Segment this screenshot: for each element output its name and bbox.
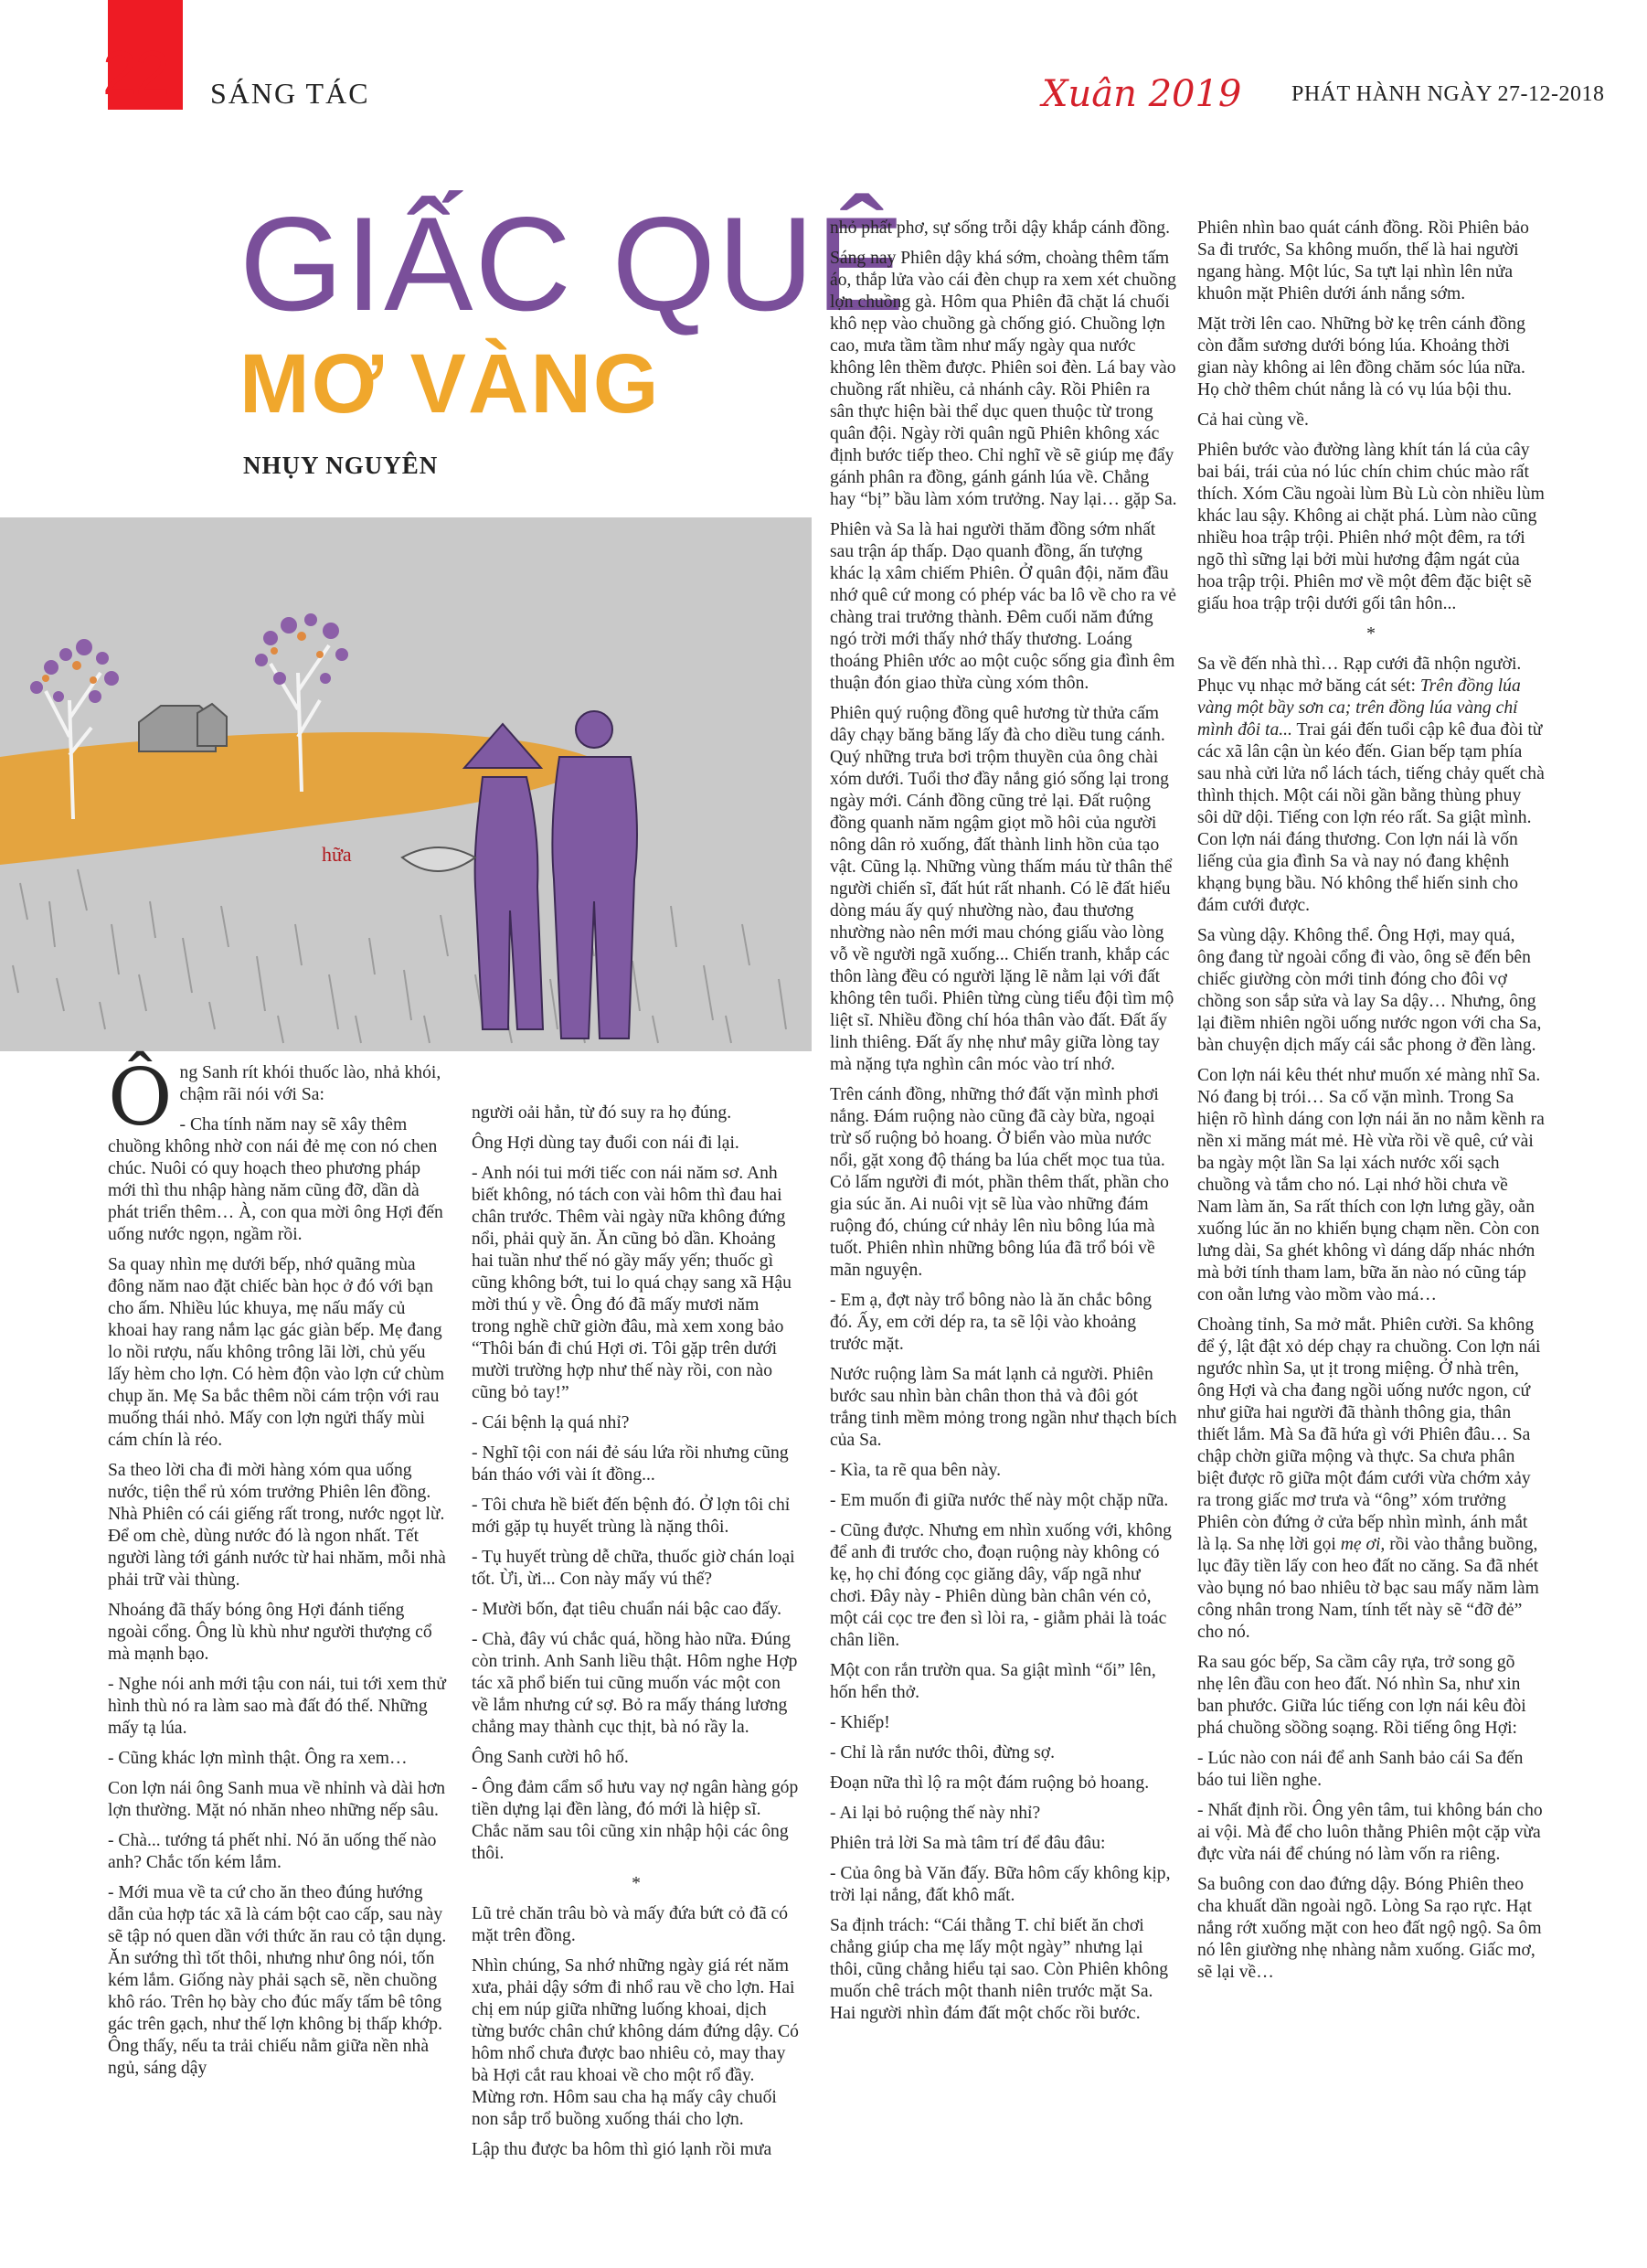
paragraph: - Cha tính năm nay sẽ xây thêm chuồng không nhờ con nái đẻ mẹ con nó chen chúc. Nuôi có quy hoạch theo phương pháp mới thì thu nhập hàng năm cũng đỡ, dần dà phát triển thêm… À, con qua mời ông Hợi đến uống nước ngọn, ngầm rồi. xyxy=(108,1115,443,1244)
drop-cap: Ô xyxy=(108,1052,173,1144)
paragraph: nhỏ phất phơ, sự sống trỗi dậy khắp cánh đồng. xyxy=(830,218,1170,238)
paragraph xyxy=(1197,1315,1545,1644)
paragraph: - Tụ huyết trùng dễ chữa, thuốc giờ chán loại tốt. Ừi, ừi... Con này mấy vú thế? xyxy=(472,1548,795,1589)
paragraph: - Của ông bà Văn đấy. Bữa hôm cấy không kịp, trời lại nắng, đất khô mất. xyxy=(830,1864,1171,1905)
paragraph: - Ông đảm cẩm sổ hưu vay nợ ngân hàng góp tiền dựng lại đền làng, đó mới là hiệp sĩ. Chắc năm sau tôi cũng xin nhập hội các ông thôi. xyxy=(472,1778,799,1863)
section-separator: * xyxy=(1366,624,1376,644)
paragraph: Cả hai cùng về. xyxy=(1197,410,1309,430)
paragraph: Đoạn nữa thì lộ ra một đám ruộng bỏ hoang. xyxy=(830,1773,1150,1793)
paragraph: ng Sanh rít khói thuốc lào, nhả khói, chậm rãi nói với Sa: xyxy=(179,1063,441,1104)
article-title-line1: GIẤC QUÊ xyxy=(239,189,907,338)
paragraph: Một con rắn trườn qua. Sa giật mình “ối” lên, hốn hển thở. xyxy=(830,1661,1156,1702)
article-title-line2: MƠ VÀNG xyxy=(239,337,661,431)
section-label: SÁNG TÁC xyxy=(210,77,370,110)
quoted-call: mẹ ơi, xyxy=(1340,1535,1386,1554)
paragraph: Nước ruộng làm Sa mát lạnh cả người. Phiên bước sau nhìn bàn chân thon thả và đôi gót trắng tinh mềm mỏng trong ngần như thạch bích của Sa. xyxy=(830,1365,1177,1450)
section-separator: * xyxy=(632,1874,641,1893)
paragraph: Lũ trẻ chăn trâu bò và mấy đứa bứt cỏ đã có mặt trên đồng. xyxy=(472,1904,789,1945)
paragraph: Phiên nhìn bao quát cánh đồng. Rồi Phiên bảo Sa đi trước, Sa không muốn, thế là hai người ngang hàng. Một lúc, Sa tựt lại nhìn lên nửa khuôn mặt Phiên dưới ánh nắng sớm. xyxy=(1197,218,1529,303)
paragraph: Sa quay nhìn mẹ dưới bếp, nhớ quãng mùa đông năm nao đặt chiếc bàn học ở đó với bạn cho ấm. Nhiều lúc khuya, mẹ nấu mấy củ khoai hay rang nắm lạc gác giàn bếp. Mẹ đang lo nồi rượu, nấu không trông lãi lời, chủ yếu lấy hèm cho lợn. Có hèm độn vào lợn cứ chùm chụp ăn. Mẹ Sa bắc thêm nồi cám trộn với rau muống thái nhỏ. Mấy con lợn ngửi thấy mùi cám chín là réo. xyxy=(108,1255,445,1450)
paragraph: - Em ạ, đợt này trổ bông nào là ăn chắc bông đó. Ấy, em cởi dép ra, ta sẽ lội vào khoảng trước mặt. xyxy=(830,1291,1153,1354)
paragraph: Phiên quý ruộng đồng quê hương từ thửa cấm dây chạy băng băng lấy đà cho diều tung cánh. Quý những trưa bơi trộm thuyền của ông chài xóm dưới. Tuổi thơ đầy nắng gió sống lại trong ngày mới. Cánh đồng cũng trẻ lại. Đất ruộng đồng quanh năm ngậm giọt mồ hôi của người nông dân rỏ xuống, đất thành linh hồn của tạo vật. Cũng lạ. Những vùng thấm máu từ thân thể người chiến sĩ, đất hút rất nhanh. Có lẽ đất hiểu dòng máu ấy quý nhường nào, đau thương nhường nào nên mới mau chóng giấu vào lòng vỗ về người ngã xuống... Chiến tranh, khắp các thôn làng đều có người lặng lẽ nằm lại với đất không tên tuổi. Phiên từng cùng tiểu đội tìm mộ liệt sĩ. Nhiều đồng chí hóa thân vào đất. Đất ấy linh thiêng. Đất ấy nhẹ như mây giữa lòng tay mà nặng tựa nghìn cân móc vào trí nhớ. xyxy=(830,704,1174,1074)
paragraph: Ông Hợi dùng tay đuổi con nái đi lại. xyxy=(472,1134,739,1153)
paragraph: Con lợn nái ông Sanh mua về nhỉnh và dài hơn lợn thường. Mặt nó nhăn nheo những nếp sâu. xyxy=(108,1779,446,1820)
edition-label: Xuân 2019 xyxy=(1042,73,1242,115)
paragraph: - Cũng được. Nhưng em nhìn xuống với, không để anh đi trước cho, đoạn ruộng này không có kẹ, họ chỉ đóng cọc giăng dây, vấp ngã như chơi. Đây này - Phiên dùng bàn chân vén cỏ, một cái cọc tre đen sì lòi ra, - giằm phải là toác chân liền. xyxy=(830,1521,1172,1650)
paragraph-text: Trai gái đến tuổi cập kê đua đòi từ các xã lân cận ùn kéo đến. Gian bếp tạm phía sau nhà cửi lửa nổ lách tách, tiếng chảy quết chà thình thịch. Một cái nồi gần bằng thùng phuy sôi dữ dội. Tiếng con lợn réo rất. Sa giật mình. Con lợn nái đáng thương. Con lợn nái là vốn liếng của gia đình Sa và nay nó đang khệnh khạng bụng bầu. Nó không thể hiến sinh cho đám cưới được. xyxy=(1197,720,1545,915)
paragraph: - Nghe nói anh mới tậu con nái, tui tới xem thử hình thù nó ra làm sao mà đất đó thế. Những mấy tạ lúa. xyxy=(108,1675,446,1738)
paragraph: Sa buông con dao đứng dậy. Bóng Phiên theo cha khuất dần ngoài ngõ. Lòng Sa rạo rực. Hạt nắng rớt xuống mặt con heo đất ngộ ngộ. Sa ôm nó lên giường nhẹ nhàng nằm xuống. Giấc mơ, sẽ lại về… xyxy=(1197,1875,1542,1982)
paragraph: Phiên và Sa là hai người thăm đồng sớm nhất sau trận áp thấp. Dạo quanh đồng, ấn tượng khác lạ xâm chiếm Phiên. Ở quân đội, năm đầu nhớ quê cứ mong có phép vác ba lô về cho ra vẻ chàng trai trưởng thành. Đêm cuối năm đứng ngó trời mới thấy nhớ thấy thương. Loáng thoáng Phiên ước ao một cuộc sống gia đình êm thuận đón giao thừa cùng xóm thôn. xyxy=(830,520,1176,693)
paragraph: Trên cánh đồng, những thớ đất vặn mình phơi nắng. Đám ruộng nào cũng đã cày bừa, ngoại trừ số ruộng bỏ hoang. Ở biển vào mùa nước nổi, gặt xong độ tháng ba lúa chết mọc tua tủa. Cỏ lấm người đi mót, phần thêm thất, phần cho gia súc ăn. Ai nuôi vịt sẽ lùa vào những đám ruộng đó, chúng cứ nhảy lên nìu bông lúa mà tuốt. Phiên nhìn những bông lúa đã trổ bói về mãn nguyện. xyxy=(830,1085,1169,1280)
paragraph: - Anh nói tui mới tiếc con nái năm sơ. Anh biết không, nó tách con vài hôm thì đau hai chân trước. Thêm vài ngày nữa không đứng nổi, phải quỳ ăn. Ăn cũng bỏ dần. Khoảng hai tuần như thế nó gầy mấy yến; thuốc gì cũng không bớt, tui lo quá chạy sang xã Hậu mời thú y về. Ông đó đã mấy mươi năm trong nghề chữ giờn đâu, mà xem xong bảo “Thôi bán đi chú Hợi ơi. Tôi gặp trên dưới mười trường hợp như thế này rồi, con nào cũng bỏ tay!” xyxy=(472,1164,792,1402)
paragraph: Phiên trả lời Sa mà tâm trí để đâu đâu: xyxy=(830,1834,1106,1853)
paragraph: Mặt trời lên cao. Những bờ kẹ trên cánh đồng còn đẫm sương dưới bóng lúa. Khoảng thời gian này không ai lên đồng chăm sóc lúa nữa. Họ chờ thêm chút nắng là có vụ lúa bội thu. xyxy=(1197,314,1525,399)
paragraph: Sa theo lời cha đi mời hàng xóm qua uống nước, tiện thể rủ xóm trưởng Phiên lên đồng. Nhà Phiên có cái giếng rất trong, nước ngọt lừ. Để om chè, dùng nước đó là ngon nhất. Tết người làng tới gánh nước từ hai nhăm, mỗi nhà phải trữ vài thùng. xyxy=(108,1461,446,1590)
paragraph: Sáng nay Phiên dậy khá sớm, choàng thêm tấm áo, thắp lửa vào cái đèn chụp ra xem xét chuồng lợn chuồng gà. Hôm qua Phiên đã chặt lá chuối khô nẹp vào chuồng gà chống gió. Chuồng lợn cao, mưa tầm tầm như mấy ngày qua nước không lên thềm được. Phiên soi đèn. Lá bay vào chuồng rất nhiều, cả nhánh cây. Rồi Phiên ra sân thực hiện bài thể dục quen thuộc từ trong quân đội. Ngày rời quân ngũ Phiên không xác định bước tiếp theo. Chỉ nghĩ về sẽ giúp mẹ đẩy gánh phân ra đồng, gánh gánh lúa về. Chẳng hay “bị” bầu làm xóm trưởng. Nay lại… gặp Sa. xyxy=(830,249,1177,509)
paragraph: - Chà... tướng tá phết nhỉ. Nó ăn uống thế nào anh? Chắc tốn kém lắm. xyxy=(108,1831,437,1872)
paragraph xyxy=(1197,654,1545,917)
paragraph: Nhoáng đã thấy bóng ông Hợi đánh tiếng ngoài cổng. Ông lù khù như người thượng cổ mà mạnh bạo. xyxy=(108,1601,432,1664)
paragraph-text: Choàng tỉnh, Sa mở mắt. Phiên cười. Sa không để ý, lật đật xỏ dép chạy ra chuồng. Con lợn nái ngước nhìn Sa, ụt ịt trong miệng. Ở nhà trên, ông Hợi và cha đang ngồi uống nước ngon, cứ như giữa hai người đã thành thông gia, thân thiết lắm. Mà Sa đã hứa gì với Phiên đâu… Sa chập chờn giữa mộng và thực. Sa chưa phân biệt được rõ giữa một đám cưới vừa chớm xảy ra trong giấc mơ trưa và “ông” xóm trưởng Phiên còn đứng ở cửa bếp nhìn mình, ánh mắt là lạ. Sa nhẹ lời gọi xyxy=(1197,1315,1541,1554)
paragraph: - Chỉ là rắn nước thôi, đừng sợ. xyxy=(830,1743,1056,1762)
article-author: NHỤY NGUYÊN xyxy=(243,452,439,479)
paragraph: Ra sau góc bếp, Sa cầm cây rựa, trở song gõ nhẹ lên đầu con heo đất. Nó nhìn Sa, như xin ban phước. Giữa lúc tiếng con lợn nái kêu đòi phá chuồng sồồng soạng. Rồi tiếng ông Hợi: xyxy=(1197,1653,1526,1738)
article-column-2 xyxy=(472,1102,801,2169)
article-column-4 xyxy=(1197,218,1545,1992)
paragraph: Ông Sanh cười hô hố. xyxy=(472,1748,629,1767)
paragraph: Sa vùng dậy. Không thể. Ông Hợi, may quá, ông đang từ ngoài cổng đi vào, ông sẽ đến bên chiếc giường còn mới tinh đóng cho đôi vợ chồng son sắp sửa và lay Sa dậy… Nhưng, ông lại điềm nhiên ngồi uống nước ngon với cha Sa, bàn chuyện dịch mấy cái sắc phong ở đền làng. xyxy=(1197,926,1542,1055)
paragraph: - Cái bệnh lạ quá nhỉ? xyxy=(472,1413,630,1432)
article-column-1 xyxy=(108,1052,448,2088)
paragraph: - Nhất định rồi. Ông yên tâm, tui không bán cho ai vội. Mà để cho luôn thằng Phiên một cặp vừa đực vừa nái để chúng nó làm vốn ra riêng. xyxy=(1197,1801,1543,1864)
paragraph: - Ai lại bỏ ruộng thế này nhỉ? xyxy=(830,1804,1041,1823)
paragraph: - Mười bốn, đạt tiêu chuẩn nái bậc cao đấy. xyxy=(472,1600,782,1619)
paragraph: Sa định trách: “Cái thằng T. chỉ biết ăn chơi chẳng giúp cha mẹ lấy một ngày” nhưng lại thôi, cũng chẳng hiểu tại sao. Còn Phiên không muốn chê trách một thanh niên trước mặt Sa. Hai người nhìn đám đất một chốc rồi bước. xyxy=(830,1916,1169,2023)
paragraph: Con lợn nái kêu thét như muốn xé màng nhĩ Sa. Nó đang bị trói… Sa cố vặn mình. Trong Sa hiện rõ hình dáng con lợn nái ăn no nằm kềnh ra nền xi măng mát mẻ. Hè vừa rồi về quê, cứ vài ba ngày một lần Sa lại xách nước xối sạch chuồng và tắm cho nó. Lại nhớ hồi chưa về Nam làm ăn, Sa rất thích con lợn lưng gầy, oằn xuống lúc ăn no khiến bụng chạm nền. Còn con lưng dài, Sa ghét không vì dáng dấp nhác nhớn mà bởi tính tham lam, bữa ăn nào nó cũng táp con oằn lưng vào mồm vào má… xyxy=(1197,1066,1545,1304)
paragraph: - Kìa, ta rẽ qua bên này. xyxy=(830,1461,1001,1480)
paragraph: - Em muốn đi giữa nước thế này một chặp nữa. xyxy=(830,1491,1169,1510)
release-date: PHÁT HÀNH NGÀY 27-12-2018 xyxy=(1291,82,1605,106)
paragraph: - Nghĩ tội con nái đẻ sáu lứa rồi nhưng cũng bán tháo với vài ít đồng... xyxy=(472,1443,789,1485)
paragraph-text: rồi vào thẳng buồng, lục đãy tiền lấy con heo đất no căng. Sa đã nhét vào bụng nó bao nhiêu tờ bạc sau mấy năm làm công nhân trong Nam, tính tết này sẽ “đỡ đẻ” cho nó. xyxy=(1197,1535,1539,1642)
paragraph: Nhìn chúng, Sa nhớ những ngày giá rét năm xưa, phải dậy sớm đi nhổ rau về cho lợn. Hai chị em núp giữa những luống khoai, dịch từng bước chân chứ không dám đứng dậy. Có hôm nhổ chưa được bao nhiêu cỏ, may thay bà Hợi cắt rau khoai về cho một rổ đầy. Mừng rơn. Hôm sau cha hạ mấy cây chuối non sắp trổ buồng xuống thái cho lợn. xyxy=(472,1956,799,2129)
paragraph: - Cũng khác lợn mình thật. Ông ra xem… xyxy=(108,1749,408,1768)
page-number: 22 xyxy=(102,38,168,108)
paragraph: - Tôi chưa hề biết đến bệnh đó. Ở lợn tôi chỉ mới gặp tụ huyết trùng là nặng thôi. xyxy=(472,1496,791,1537)
illustration-signature: hữa xyxy=(322,843,352,866)
paragraph: - Mới mua về ta cứ cho ăn theo đúng hướng dẫn của hợp tác xã là cám bột cao cấp, sau này sẽ tập nó quen dần với thức ăn rau cỏ tận dụng. Ăn sướng thì tốt thôi, nhưng như ông nói, tốn kém lắm. Giống này phải sạch sẽ, nền chuồng khô ráo. Trên họ bày cho đúc mấy tấm bê tông gác trên gạch, như thế lợn không bị thấp khớp. Ông thấy, nếu ta trải chiếu nằm giữa nền nhà ngủ, sáng dậy xyxy=(108,1883,447,2078)
paragraph-text: Sa về đến nhà thì… Rạp cưới đã nhộn người. Phục vụ nhạc mở băng cát sét: xyxy=(1197,655,1522,696)
song-lyric: Trên đồng lúa vàng một bầy sơn ca; trên đồng lúa vàng chỉ mình đôi ta... xyxy=(1197,676,1521,740)
paragraph: - Lúc nào con nái để anh Sanh bảo cái Sa đến báo tui liền nghe. xyxy=(1197,1749,1524,1790)
paragraph: Phiên bước vào đường làng khít tán lá của cây bai bái, trái của nó lúc chín chim chúc mào rất thích. Xóm Cầu ngoài lùm Bù Lù còn nhiều lùm khác lau sậy. Không ai chặt phá. Lùm nào cũng nhiều hoa trập trội. Phiên nhớ một đêm, ra tới ngõ thì sững lại bởi mùi hương đậm ngát của hoa trập trội. Phiên mơ về một đêm đặc biệt sẽ giấu hoa trập trội dưới gối tân hôn... xyxy=(1197,441,1545,613)
paragraph: - Chà, đây vú chắc quá, hồng hào nữa. Đúng còn trinh. Anh Sanh liều thật. Hôm nghe Hợp tác xã phổ biến tui cũng muốn vác một con về lắm nhưng cứ sợ. Bỏ ra mấy tháng lương chẳng may thành cục thịt, bà nó rầy la. xyxy=(472,1630,798,1737)
paragraph: - Khiếp! xyxy=(830,1713,890,1732)
article-illustration xyxy=(0,517,812,1051)
paragraph: người oải hẳn, từ đó suy ra họ đúng. xyxy=(472,1103,732,1123)
paragraph: Lập thu được ba hôm thì gió lạnh rồi mưa xyxy=(472,2140,772,2159)
article-column-3 xyxy=(830,218,1177,2033)
